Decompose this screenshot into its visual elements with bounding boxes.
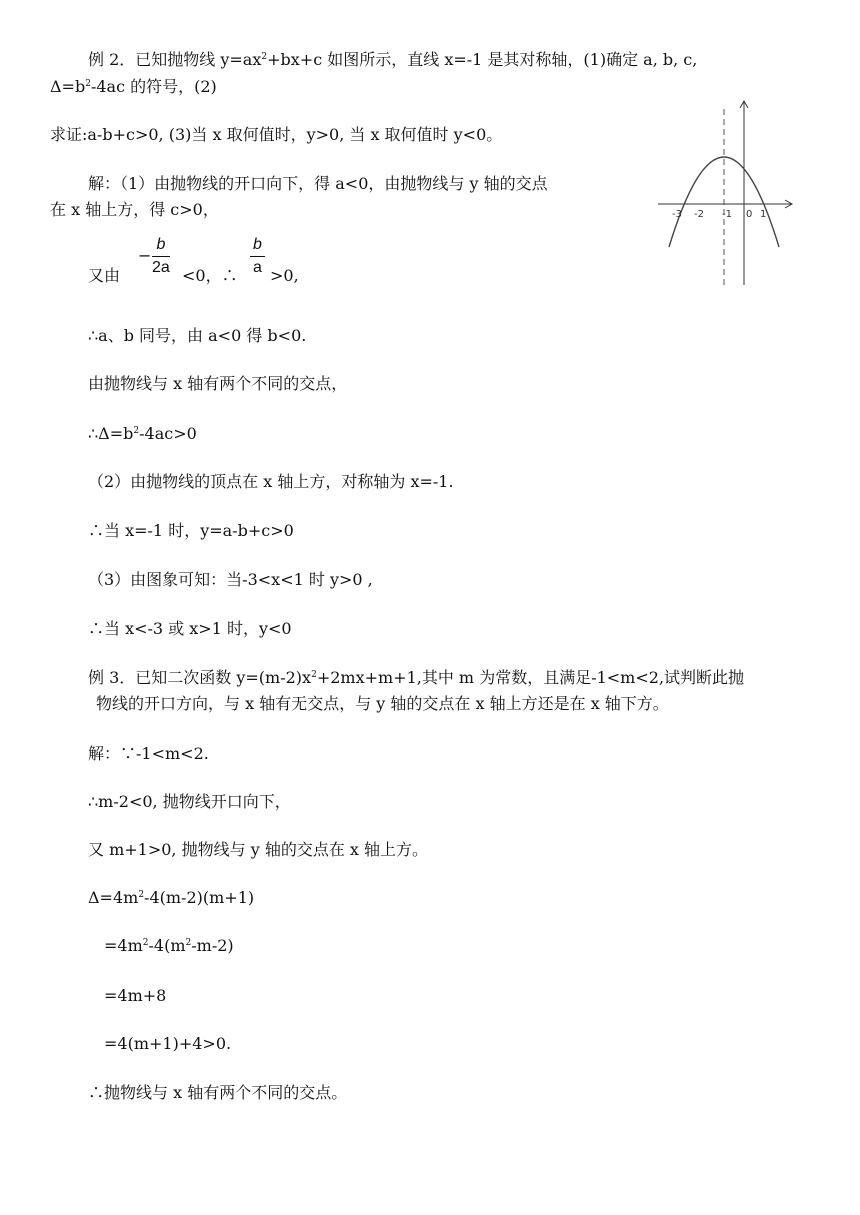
sol3-line-2: ∴m-2<0, 抛物线开口向下，: [88, 792, 291, 811]
sol2-line-6-text: ∴Δ=b: [88, 424, 134, 443]
superscript: 2: [138, 890, 145, 900]
parabola-graph-icon: [656, 97, 796, 287]
ex3-line-2: 物线的开口方向，与 x 轴有无交点，与 y 轴的交点在 x 轴上方还是在 x 轴下方。: [96, 694, 669, 713]
sol2-line-2: 在 x 轴上方，得 c>0，: [50, 200, 219, 219]
ex2-line-2-text-b: -4ac 的符号，(2): [90, 77, 217, 96]
tick-label-1: 1: [760, 209, 767, 220]
sol3-discriminant-1: [88, 888, 254, 908]
ex2-line-1-text-b: +bx+c 如图所示，直线 x=-1 是其对称轴，(1)确定 a, b, c,: [267, 50, 698, 69]
ex3-line-1-text-b: +2mx+m+1,其中 m 为常数，且满足-1<m<2,试判断此抛: [316, 668, 745, 687]
sol3-line-1: 解：∵-1<m<2.: [88, 744, 209, 763]
fraction-numerator: b: [250, 236, 265, 257]
sol2-youyou: 又由: [88, 266, 121, 285]
ex2-line-1-text: 例 2．已知抛物线 y=ax: [88, 50, 262, 69]
ex2-line-3: 求证:a-b+c>0, (3)当 x 取何值时，y>0, 当 x 取何值时 y<0。: [50, 125, 503, 144]
sol2-line-8: ∴当 x=-1 时，y=a-b+c>0: [88, 521, 294, 540]
tick-label-neg3: -3: [672, 209, 682, 220]
sol3-discriminant-3: =4m+8: [104, 986, 167, 1005]
sol3-discriminant-2: [104, 936, 234, 956]
tick-label-neg2: -2: [694, 209, 704, 220]
fraction-numerator: b: [152, 236, 170, 257]
sol3-line-3: 又 m+1>0, 抛物线与 y 轴的交点在 x 轴上方。: [88, 840, 429, 859]
disc-text-b: -4(m-2)(m+1): [144, 888, 255, 907]
sol2-line-9: （3）由图象可知：当-3<x<1 时 y>0 ,: [88, 570, 373, 589]
superscript: 2: [311, 670, 317, 680]
sol2-line-6: [88, 424, 197, 444]
sol2-line-4: ∴a、b 同号，由 a<0 得 b<0.: [88, 326, 307, 345]
fraction-b-over-a: [250, 236, 265, 277]
fraction-denominator: 2a: [152, 259, 170, 276]
superscript: 2: [85, 79, 91, 89]
ex2-line-2-text: Δ=b: [50, 77, 86, 96]
superscript: 2: [142, 938, 149, 948]
fraction-minus: −: [138, 246, 152, 265]
sol3-discriminant-4: =4(m+1)+4>0.: [104, 1034, 232, 1053]
disc-text: Δ=4m: [88, 888, 139, 907]
disc-text: =4m: [104, 936, 143, 955]
tick-label-0: 0: [746, 209, 753, 220]
disc-text-c: -m-2): [191, 936, 234, 955]
ex2-line-2: [50, 77, 217, 97]
tick-label-neg1: -1: [722, 209, 732, 220]
sol2-line-7: （2）由抛物线的顶点在 x 轴上方，对称轴为 x=-1.: [88, 472, 454, 491]
sol2-line-5: 由抛物线与 x 轴有两个不同的交点，: [88, 374, 348, 393]
sol2-line-6-text-b: -4ac>0: [139, 424, 197, 443]
sol3-conclusion: ∴抛物线与 x 轴有两个不同的交点。: [88, 1083, 348, 1102]
ex3-line-1: [88, 668, 744, 688]
sol2-after-frac2: >0,: [270, 266, 299, 285]
fraction-b-over-2a: [152, 236, 170, 277]
superscript: 2: [185, 938, 192, 948]
ex3-line-1-text: 例 3．已知二次函数 y=(m-2)x: [88, 668, 312, 687]
disc-text-b: -4(m: [148, 936, 186, 955]
fraction-denominator: a: [253, 259, 262, 276]
sol2-line-1: 解：（1）由抛物线的开口向下，得 a<0，由抛物线与 y 轴的交点: [88, 174, 548, 193]
sol2-line-10: ∴当 x<-3 或 x>1 时，y<0: [88, 619, 292, 638]
superscript: 2: [133, 426, 140, 436]
ex2-line-1: [88, 50, 697, 70]
sol2-after-frac1: <0，∴: [182, 266, 238, 285]
superscript: 2: [261, 52, 268, 62]
